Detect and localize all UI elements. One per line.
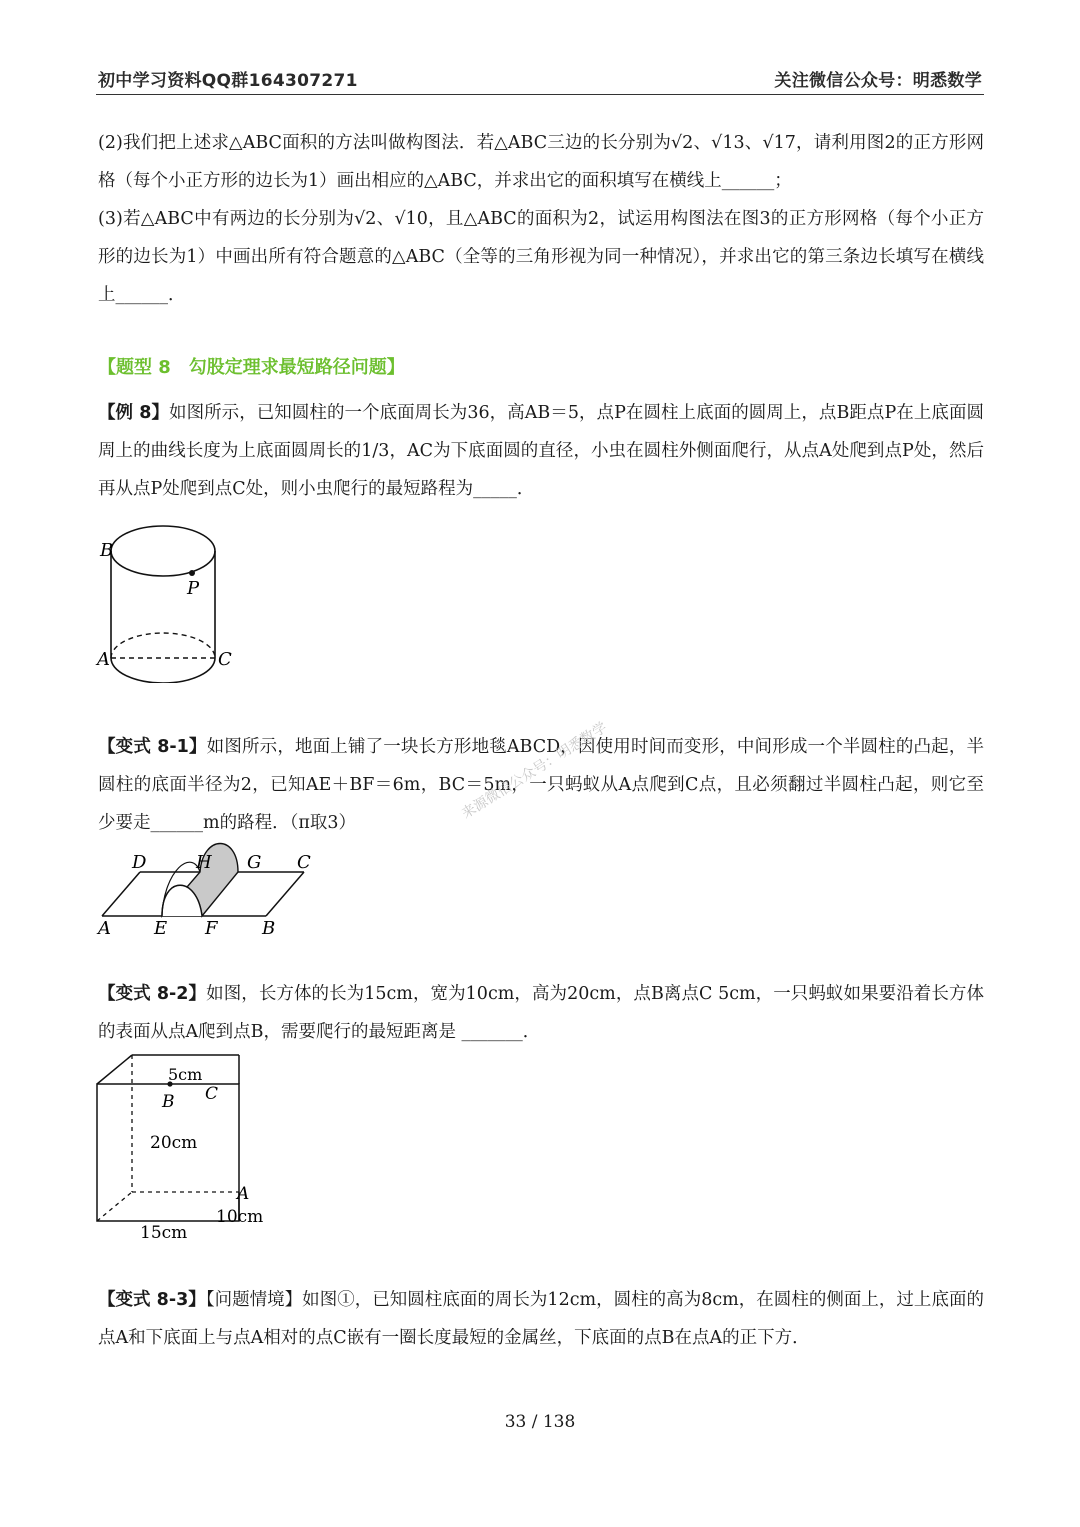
variant-8-1-tag: 【变式 8-1】 <box>98 737 207 757</box>
label-5cm: 5cm <box>168 1065 203 1084</box>
variant-8-2-text: 如图，长方体的长为15cm，宽为10cm，高为20cm，点B离点C 5cm，一只蚂蚁如果要沿着长方体的表面从点A爬到点B，需要爬行的最短距离是 _______． <box>98 984 984 1042</box>
variant-8-3-tag: 【变式 8-3】 <box>98 1290 206 1310</box>
point-P <box>189 570 195 576</box>
label-E: E <box>154 918 168 939</box>
label-20cm: 20cm <box>150 1133 198 1153</box>
label-10cm: 10cm <box>216 1207 264 1227</box>
label-F: F <box>205 918 218 939</box>
variant-8-2-tag: 【变式 8-2】 <box>98 984 207 1004</box>
section-heading: 【题型 8 勾股定理求最短路径问题】 <box>98 357 405 378</box>
label-C2: C <box>297 852 311 873</box>
bottom-back-arc <box>111 633 215 658</box>
example-8-tag: 【例 8】 <box>98 403 170 423</box>
variant-8-3 <box>98 1281 984 1357</box>
variant-8-2 <box>98 975 984 1051</box>
label-B: B <box>100 540 114 561</box>
header-right: 关注微信公众号：明悉数学 <box>774 71 982 91</box>
label-G: G <box>247 852 262 873</box>
edge-AD <box>102 872 140 916</box>
box-top-left-edge <box>97 1055 132 1084</box>
bottom-front-arc <box>111 658 215 683</box>
label-B3: B <box>162 1092 175 1112</box>
label-D: D <box>132 852 147 873</box>
variant-8-3-text: 【问题情境】如图①，已知圆柱底面的周长为12cm，圆柱的高为8cm，在圆柱的侧面上，过上底面的点A和下底面上与点A相对的点C嵌有一圈长度最短的金属丝，下底面的点B在点A的正下方． <box>98 1290 984 1348</box>
question-part-2: (2)我们把上述求△ABC面积的方法叫做构图法．若△ABC三边的长分别为√2、√13、√17，请利用图2的正方形网格（每个小正方形的边长为1）画出相应的△ABC，并求出它的面积填写在横线上______； <box>98 133 984 191</box>
header-left: 初中学习资料QQ群164307271 <box>98 71 358 91</box>
carpet-figure <box>92 840 332 940</box>
watermark: 来源微信公众号：明悉数学 <box>459 719 611 823</box>
edge-BC <box>266 872 304 916</box>
variant-8-1 <box>98 728 984 842</box>
example-8-text: 如图所示，已知圆柱的一个底面周长为36，高AB＝5，点P在圆柱上底面的圆周上，点B距点P在上底面圆周上的曲线长度为上底面圆周长的1/3，AC为下底面圆的直径，小虫在圆柱外侧面爬行，从点A处爬到点P处，然后再从点P处爬到点C处，则小虫爬行的最短路程为_____． <box>98 403 984 499</box>
box-figure <box>92 1052 282 1244</box>
variant-8-1-text: 如图所示，地面上铺了一块长方形地毯ABCD，因使用时间而变形，中间形成一个半圆柱的凸起，半圆柱的底面半径为2，已知AE＋BF＝6m，BC＝5m，一只蚂蚁从A点爬到C点，且必须翻过半圆柱凸起，则它至少要走______m的路程．（π取3） <box>98 737 984 833</box>
box-hidden-depth <box>97 1192 132 1221</box>
page-number: 33 / 138 <box>504 1412 576 1432</box>
label-C: C <box>218 649 232 670</box>
label-A3: A <box>237 1184 250 1204</box>
cylinder-figure <box>90 518 250 683</box>
question-part-3: (3)若△ABC中有两边的长分别为√2、√10，且△ABC的面积为2，试运用构图法在图3的正方形网格（每个小正方形的边长为1）中画出所有符合题意的△ABC（全等的三角形视为同一种情况），并求出它的第三条边长填写在横线上______． <box>98 209 984 305</box>
top-ellipse <box>111 526 215 576</box>
label-A: A <box>97 649 110 670</box>
label-A2: A <box>98 918 111 939</box>
label-B2: B <box>262 918 276 939</box>
header-divider <box>96 94 984 95</box>
label-15cm: 15cm <box>140 1223 188 1243</box>
label-H: H <box>196 852 212 873</box>
example-8 <box>98 394 984 508</box>
label-P: P <box>187 578 200 599</box>
label-C3: C <box>205 1084 219 1104</box>
